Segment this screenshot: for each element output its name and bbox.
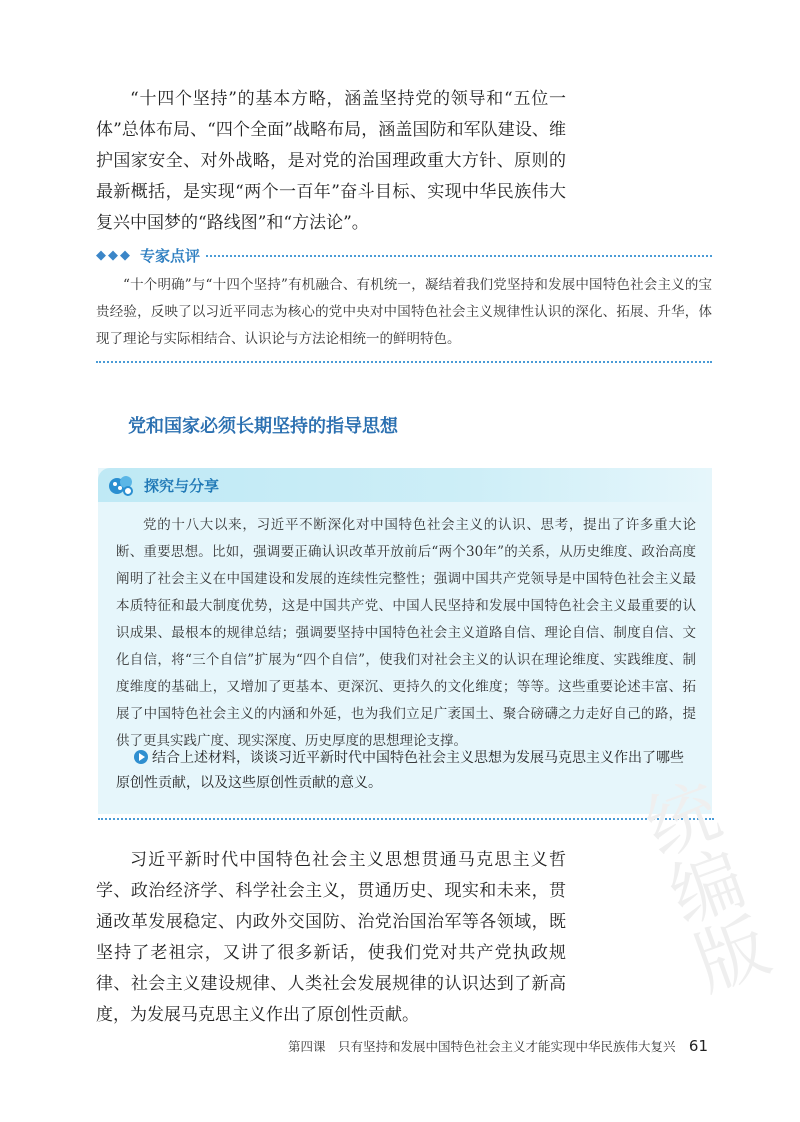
dotted-divider (206, 255, 712, 257)
footer-chapter-title: 第四课 只有坚持和发展中国特色社会主义才能实现中华民族伟大复兴 (288, 1039, 676, 1054)
section-title: 党和国家必须长期坚持的指导思想 (128, 416, 398, 437)
discussion-question-text: 结合上述材料，谈谈习近平新时代中国特色社会主义思想为发展马克思主义作出了哪些原创性贡献，以及这些原创性贡献的意义。 (116, 750, 684, 791)
dotted-divider (96, 361, 712, 363)
discussion-question (116, 746, 696, 796)
expert-comment-box (96, 244, 712, 363)
dotted-divider (98, 818, 714, 820)
page-footer (288, 1037, 708, 1055)
expert-comment-header (96, 244, 712, 266)
explore-share-title: 探究与分享 (144, 477, 220, 495)
intro-paragraph: “十四个坚持”的基本方略，涵盖坚持党的领导和“五位一体”总体布局、“四个全面”战略布局，涵盖国防和军队建设、维护国家安全、对外战略，是对党的治国理政重大方针、原则的最新概括，是实现“两个一百年”奋斗目标、实现中华民族伟大复兴中国梦的“路线图”和“方法论”。 (96, 89, 566, 233)
explore-share-icon (108, 473, 134, 497)
explore-share-body: 党的十八大以来，习近平不断深化对中国特色社会主义的认识、思考，提出了许多重大论断、重要思想。比如，强调要正确认识改革开放前后“两个30年”的关系，从历史维度、政治高度阐明了社会主义在中国建设和发展的连续性完整性；强调中国共产党领导是中国特色社会主义最本质特征和最大制度优势，这是中国共产党、中国人民坚持和发展中国特色社会主义最重要的认识成果、最根本的规律总结；强调要坚持中国特色社会主义道路自信、理论自信、制度自信、文化自信，将“三个自信”扩展为“四个自信”，使我们对社会主义的认识在理论维度、实践维度、制度维度的基础上，又增加了更基本、更深沉、更持久的文化维度；等等。这些重要论述丰富、拓展了中国特色社会主义的内涵和外延，也为我们立足广袤国土、聚合磅礴之力走好自己的路，提供了更具实践广度、现实深度、历史厚度的思想理论支撑。 (116, 517, 696, 749)
explore-share-panel (98, 468, 712, 814)
watermark: 统编版 (624, 771, 778, 1003)
expert-comment-body: “十个明确”与“十四个坚持”有机融合、有机统一，凝结着我们党坚持和发展中国特色社会主义的宝贵经验，反映了以习近平同志为核心的党中央对中国特色社会主义规律性认识的深化、拓展、升华，体现了理论与实际相结合、认识论与方法论相统一的鲜明特色。 (96, 277, 712, 347)
closing-paragraph: 习近平新时代中国特色社会主义思想贯通马克思主义哲学、政治经济学、科学社会主义，贯通历史、现实和未来，贯通改革发展稳定、内政外交国防、治党治国治军等各领域，既坚持了老祖宗，又讲了很多新话，使我们党对共产党执政规律、社会主义建设规律、人类社会发展规律的认识达到了新高度，为发展马克思主义作出了原创性贡献。 (96, 850, 566, 1025)
page-number: 61 (688, 1037, 708, 1055)
explore-share-header (98, 468, 712, 502)
diamond-bullets-icon: ◆◆◆ (96, 247, 132, 263)
play-arrow-icon (134, 750, 148, 764)
expert-comment-title: 专家点评 (140, 246, 201, 265)
